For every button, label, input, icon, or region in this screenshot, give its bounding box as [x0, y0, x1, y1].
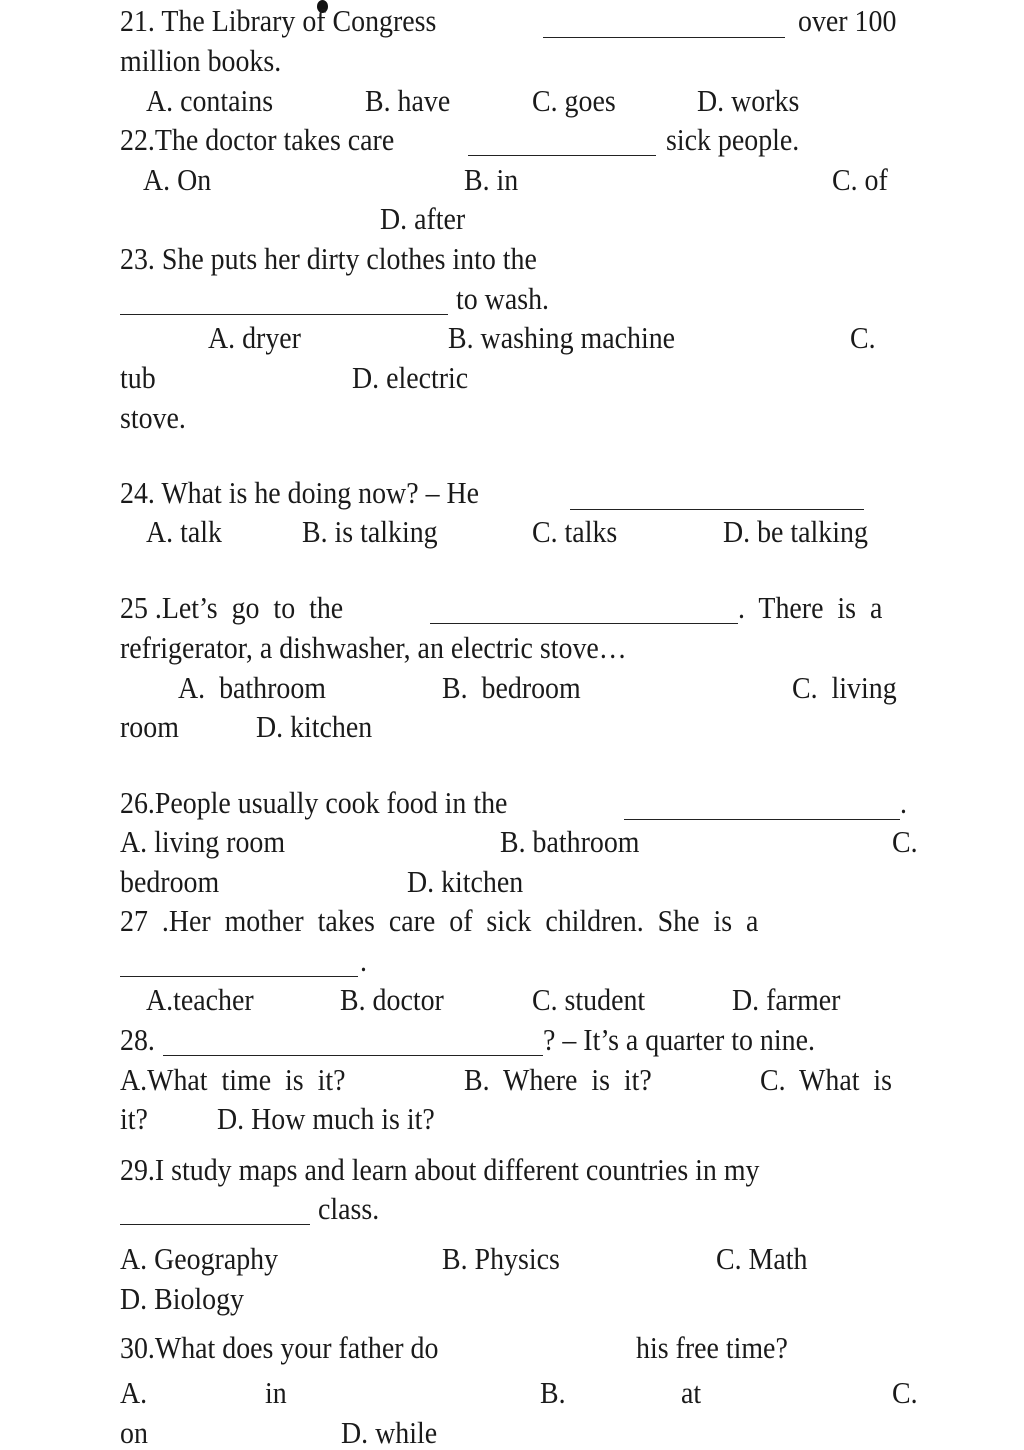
q26-option-b[interactable]: B. bathroom — [500, 824, 640, 859]
q24-option-d[interactable]: D. be talking — [723, 514, 868, 549]
q21-option-b[interactable]: B. have — [365, 83, 451, 118]
q27-stem-end: . — [360, 943, 367, 978]
q28-option-b[interactable]: B. Where is it? — [464, 1062, 652, 1097]
q23-stem-end: to wash. — [456, 281, 549, 316]
q30-option-a-label[interactable]: A. — [120, 1375, 148, 1410]
q29-option-b[interactable]: B. Physics — [442, 1241, 560, 1276]
q29-blank[interactable] — [120, 1224, 310, 1225]
q28-option-d[interactable]: D. How much is it? — [217, 1101, 435, 1136]
q27-option-d[interactable]: D. farmer — [732, 982, 841, 1017]
q21-blank[interactable] — [543, 37, 785, 38]
q29-stem: 29.I study maps and learn about different countries in my — [120, 1152, 760, 1187]
q28-number: 28. — [120, 1022, 155, 1057]
q23-option-c-label[interactable]: C. — [850, 320, 876, 355]
q30-option-b-label[interactable]: B. — [540, 1375, 566, 1410]
q24-blank[interactable] — [570, 509, 864, 510]
q30-stem-end: his free time? — [636, 1330, 788, 1365]
q25-option-c-cont[interactable]: room — [120, 709, 179, 744]
q25-option-a[interactable]: A. bathroom — [178, 670, 327, 705]
q26-option-c-cont[interactable]: bedroom — [120, 864, 220, 899]
q28-option-a[interactable]: A.What time is it? — [120, 1062, 346, 1097]
q28-option-c-cont[interactable]: it? — [120, 1101, 148, 1136]
q25-blank[interactable] — [430, 623, 738, 624]
q22-stem: 22.The doctor takes care — [120, 122, 395, 157]
q26-stem-end: . — [900, 785, 907, 820]
q29-option-a[interactable]: A. Geography — [120, 1241, 279, 1276]
q26-option-a[interactable]: A. living room — [120, 824, 286, 859]
q29-stem-end: class. — [318, 1191, 380, 1226]
q22-option-c[interactable]: C. of — [832, 162, 888, 197]
q22-option-d[interactable]: D. after — [380, 201, 466, 236]
q21-stem-end: over 100 — [798, 3, 897, 38]
q21-option-c[interactable]: C. goes — [532, 83, 616, 118]
q22-option-b[interactable]: B. in — [464, 162, 519, 197]
q28-stem-end: ? – It’s a quarter to nine. — [543, 1022, 815, 1057]
q23-option-b[interactable]: B. washing machine — [448, 320, 676, 355]
q27-option-b[interactable]: B. doctor — [340, 982, 444, 1017]
q23-option-a[interactable]: A. dryer — [208, 320, 301, 355]
q30-option-a-text[interactable]: in — [265, 1375, 287, 1410]
q28-blank[interactable] — [163, 1055, 543, 1056]
q29-option-d[interactable]: D. Biology — [120, 1281, 245, 1316]
q27-stem: 27 .Her mother takes care of sick children. She is a — [120, 903, 759, 938]
q23-option-d-cont[interactable]: stove. — [120, 400, 186, 435]
q30-option-b-text[interactable]: at — [681, 1375, 702, 1410]
q25-option-d[interactable]: D. kitchen — [256, 709, 373, 744]
q30-option-c-text[interactable]: on — [120, 1415, 148, 1450]
q24-option-a[interactable]: A. talk — [146, 514, 222, 549]
q25-stem: 25 .Let’s go to the — [120, 590, 344, 625]
q25-stem-cont: refrigerator, a dishwasher, an electric stove… — [120, 630, 627, 665]
q26-blank[interactable] — [624, 819, 900, 820]
q27-option-c[interactable]: C. student — [532, 982, 646, 1017]
q26-option-c[interactable]: C. — [892, 824, 918, 859]
q21-option-a[interactable]: A. contains — [146, 83, 274, 118]
q27-option-a[interactable]: A.teacher — [146, 982, 254, 1017]
q25-option-c[interactable]: C. living — [792, 670, 897, 705]
q22-blank[interactable] — [468, 155, 656, 156]
q22-stem-end: sick people. — [666, 122, 800, 157]
q26-option-d[interactable]: D. kitchen — [407, 864, 524, 899]
q25-option-b[interactable]: B. bedroom — [442, 670, 581, 705]
q23-option-d[interactable]: D. electric — [352, 360, 469, 395]
q28-option-c[interactable]: C. What is — [760, 1062, 893, 1097]
q22-option-a[interactable]: A. On — [143, 162, 212, 197]
q29-option-c[interactable]: C. Math — [716, 1241, 808, 1276]
q30-stem: 30.What does your father do — [120, 1330, 439, 1365]
q30-option-c-label[interactable]: C. — [892, 1375, 918, 1410]
q23-stem: 23. She puts her dirty clothes into the — [120, 241, 537, 276]
q23-blank[interactable] — [120, 314, 448, 315]
q30-option-d[interactable]: D. while — [341, 1415, 438, 1450]
q24-option-c[interactable]: C. talks — [532, 514, 618, 549]
q23-option-c-text[interactable]: tub — [120, 360, 156, 395]
q26-stem: 26.People usually cook food in the — [120, 785, 508, 820]
q24-option-b[interactable]: B. is talking — [302, 514, 438, 549]
q21-stem: 21. The Library of Congress — [120, 3, 437, 38]
q27-blank[interactable] — [120, 976, 358, 977]
q24-stem: 24. What is he doing now? – He — [120, 475, 480, 510]
q25-stem-end: . There is a — [738, 590, 883, 625]
q21-stem-cont: million books. — [120, 43, 282, 78]
q21-option-d[interactable]: D. works — [697, 83, 800, 118]
